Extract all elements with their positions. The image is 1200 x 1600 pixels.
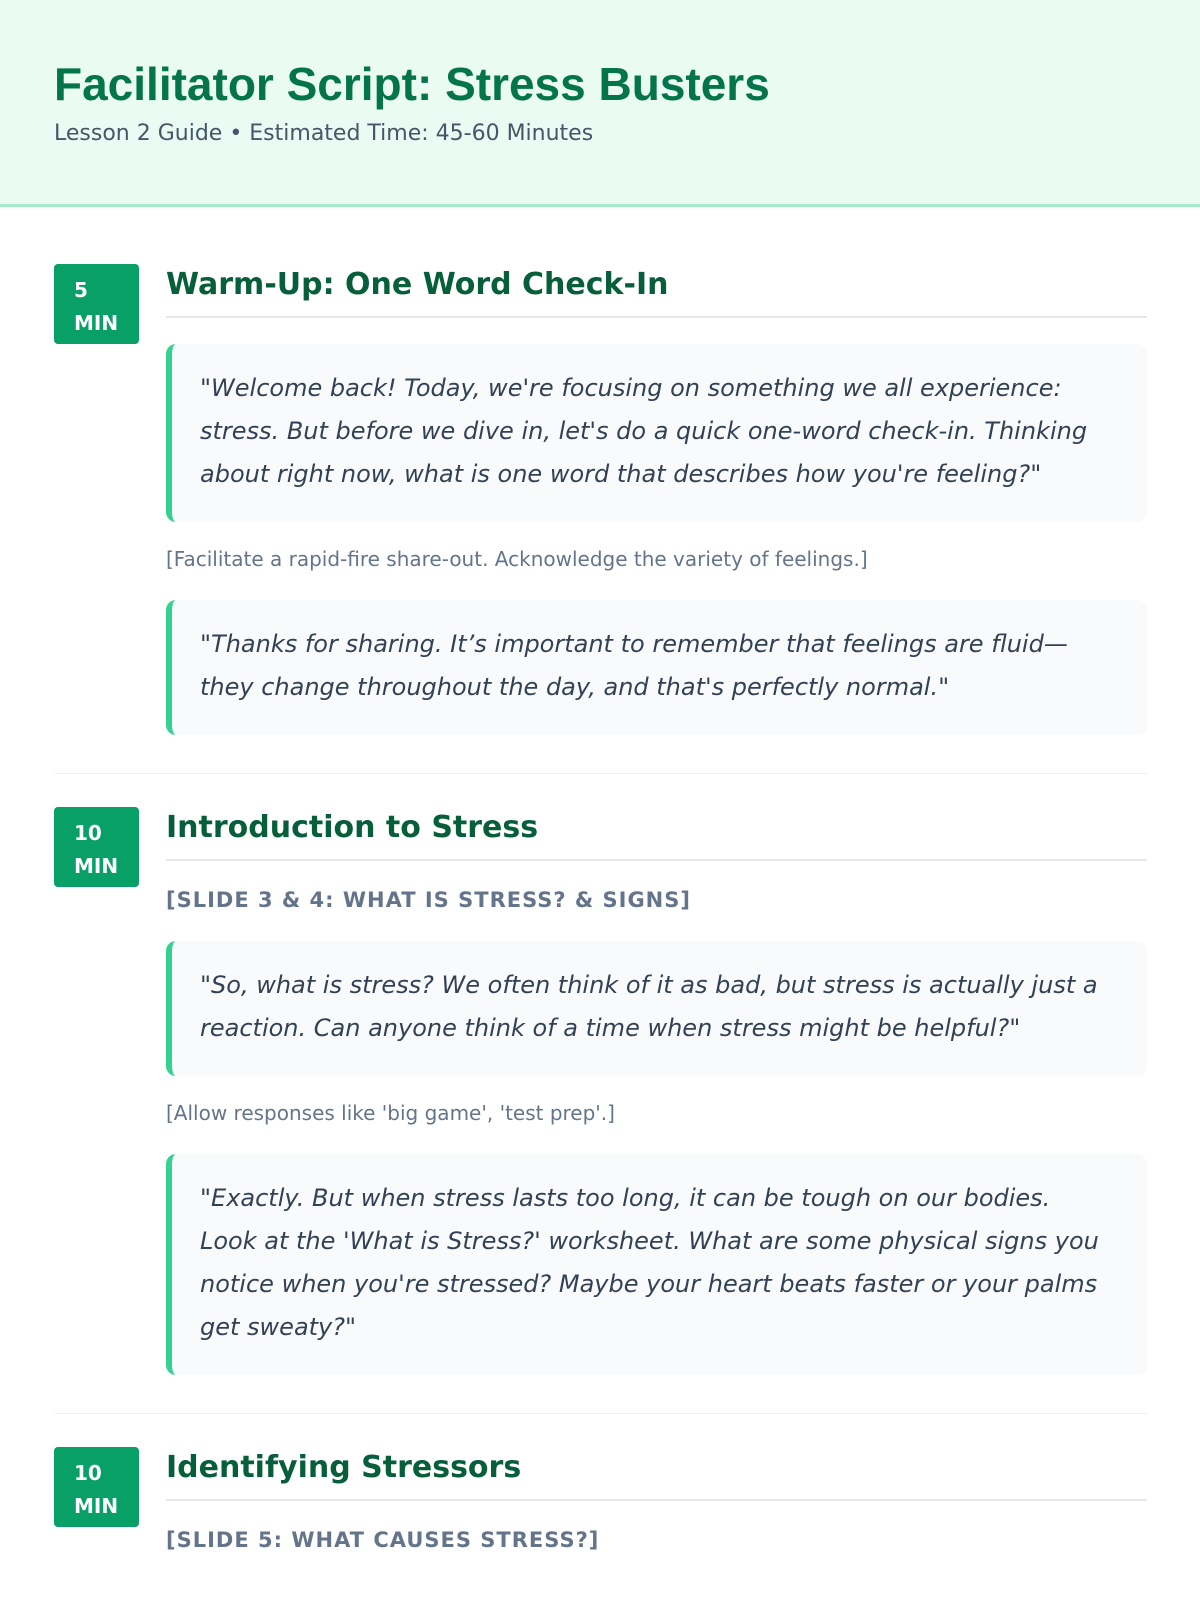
script-quote: "Welcome back! Today, we're focusing on something we all experience: stress. But before we dive in, let's do a quick one-word check-in. Thinking about right now, what is one word that describes how you're feeling?" bbox=[166, 344, 1147, 522]
time-unit: MIN bbox=[74, 311, 119, 335]
time-value: 10 bbox=[74, 821, 102, 845]
page-subtitle: Lesson 2 Guide • Estimated Time: 45-60 Minutes bbox=[54, 121, 594, 146]
time-value: 5 bbox=[74, 278, 88, 302]
time-badge bbox=[54, 264, 139, 344]
script-quote: "Exactly. But when stress lasts too long, it can be tough on our bodies. Look at the 'What is Stress?' worksheet. What are some physical signs you notice when you're stressed? Maybe your heart beats faster or your palms get sweaty?" bbox=[166, 1154, 1147, 1375]
section-content bbox=[166, 807, 1147, 1375]
page-title: Facilitator Script: Stress Busters bbox=[54, 58, 770, 110]
time-badge bbox=[54, 807, 139, 887]
section-warm-up bbox=[54, 264, 1147, 774]
script-content bbox=[0, 207, 1200, 1593]
slide-reference: [SLIDE 3 & 4: WHAT IS STRESS? & SIGNS] bbox=[166, 888, 691, 912]
time-unit: MIN bbox=[74, 1494, 119, 1518]
section-identifying-stressors bbox=[54, 1447, 1147, 1593]
time-unit: MIN bbox=[74, 854, 119, 878]
facilitator-note: [Allow responses like 'big game', 'test prep'.] bbox=[166, 1101, 615, 1125]
section-introduction bbox=[54, 807, 1147, 1414]
section-title: Introduction to Stress bbox=[166, 807, 1147, 861]
script-quote: "Thanks for sharing. It’s important to remember that feelings are fluid—they change throughout the day, and that's perfectly normal." bbox=[166, 600, 1147, 735]
time-value: 10 bbox=[74, 1461, 102, 1485]
page-header bbox=[0, 0, 1200, 207]
slide-reference: [SLIDE 5: WHAT CAUSES STRESS?] bbox=[166, 1528, 600, 1552]
section-title: Identifying Stressors bbox=[166, 1447, 1147, 1501]
section-content bbox=[166, 264, 1147, 735]
script-quote: "So, what is stress? We often think of it as bad, but stress is actually just a reaction. Can anyone think of a time when stress might be helpful?" bbox=[166, 941, 1147, 1076]
section-title: Warm-Up: One Word Check-In bbox=[166, 264, 1147, 318]
facilitator-note: [Facilitate a rapid-fire share-out. Acknowledge the variety of feelings.] bbox=[166, 547, 868, 571]
time-badge bbox=[54, 1447, 139, 1527]
section-content bbox=[166, 1447, 1147, 1555]
